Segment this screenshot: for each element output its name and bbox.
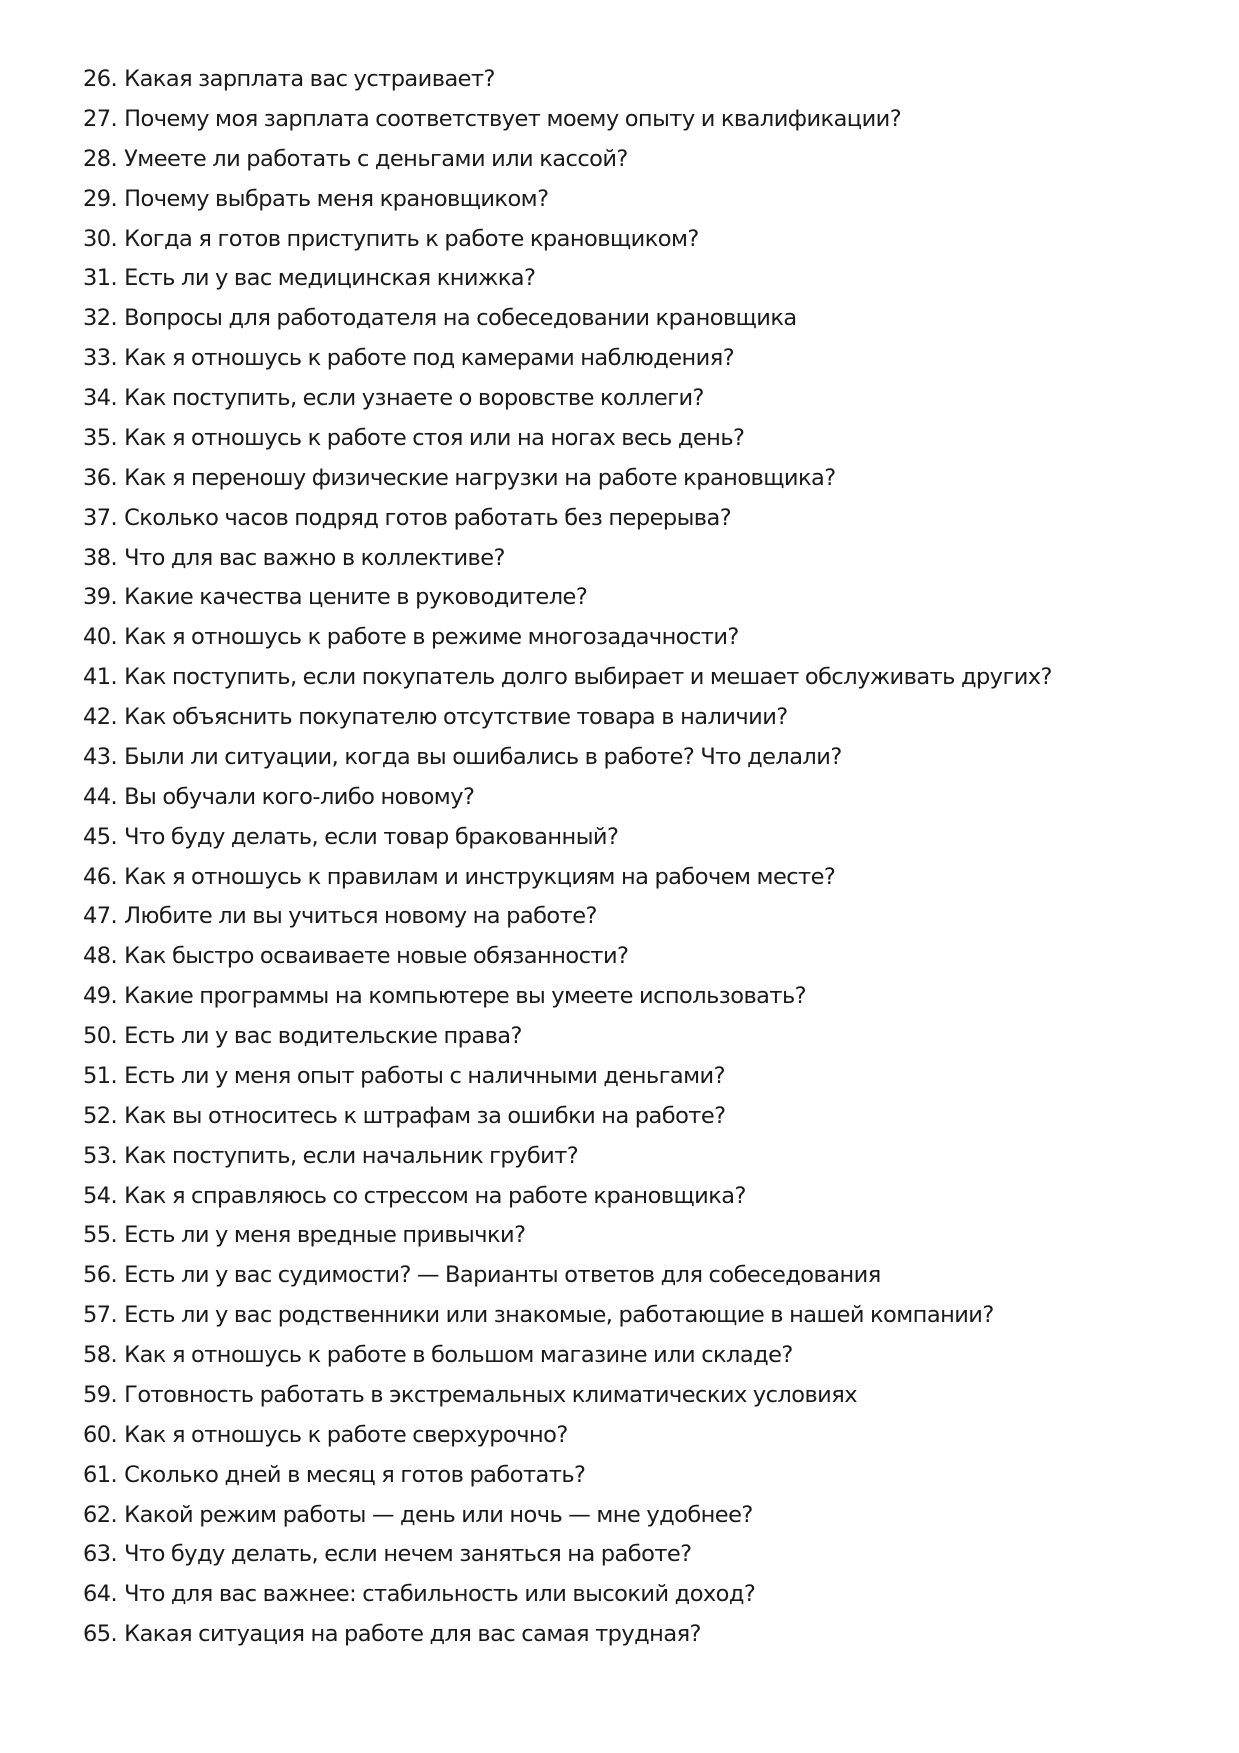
item-number: 56. [83, 1262, 118, 1289]
item-text: Как поступить, если узнаете о воровстве коллеги? [124, 385, 704, 411]
item-number: 59. [83, 1381, 118, 1408]
item-number: 46. [83, 863, 118, 890]
list-item [83, 539, 1183, 579]
list-item [83, 897, 1183, 937]
item-text: Сколько дней в месяц я готов работать? [124, 1461, 586, 1488]
item-text: Что для вас важно в коллективе? [124, 544, 505, 571]
item-number: 50. [83, 1023, 118, 1049]
item-text: Есть ли у меня опыт работы с наличными деньгами? [124, 1062, 725, 1089]
item-text: Есть ли у меня вредные привычки? [124, 1222, 526, 1249]
item-text: Есть ли у вас водительские права? [124, 1023, 522, 1049]
list-item [83, 738, 1183, 778]
item-text: Какая зарплата вас устраивает? [124, 66, 495, 92]
list-item [83, 1535, 1183, 1575]
item-text: Почему моя зарплата соответствует моему опыту и квалификации? [124, 105, 902, 132]
list-item [83, 778, 1183, 818]
list-item [83, 1177, 1183, 1217]
list-item [83, 140, 1183, 180]
item-number: 42. [83, 704, 118, 730]
item-number: 26. [83, 66, 118, 92]
list-item [83, 419, 1183, 459]
item-number: 64. [83, 1581, 118, 1608]
item-text: Умеете ли работать с деньгами или кассой? [124, 145, 628, 172]
list-item [83, 100, 1183, 140]
item-text: Как я отношусь к работе в большом магазине или складе? [124, 1342, 793, 1368]
list-item [83, 499, 1183, 539]
item-text: Как быстро осваиваете новые обязанности? [124, 943, 629, 970]
item-number: 48. [83, 943, 118, 970]
item-number: 28. [83, 145, 118, 172]
item-number: 54. [83, 1182, 118, 1209]
list-item [83, 1456, 1183, 1496]
list-item [83, 578, 1183, 618]
item-number: 58. [83, 1342, 118, 1368]
item-number: 62. [83, 1501, 118, 1528]
list-item [83, 459, 1183, 499]
item-number: 61. [83, 1461, 118, 1488]
item-number: 65. [83, 1621, 118, 1648]
list-item [83, 220, 1183, 260]
list-item [83, 1416, 1183, 1456]
list-item [83, 1137, 1183, 1177]
item-number: 45. [83, 823, 118, 850]
item-text: Сколько часов подряд готов работать без перерыва? [124, 504, 732, 531]
list-item [83, 1097, 1183, 1137]
item-text: Что для вас важнее: стабильность или высокий доход? [124, 1581, 756, 1608]
item-text: Почему выбрать меня крановщиком? [124, 185, 549, 212]
item-number: 44. [83, 783, 118, 810]
item-text: Как вы относитесь к штрафам за ошибки на работе? [124, 1102, 726, 1129]
item-text: Как я отношусь к работе стоя или на ногах весь день? [124, 424, 745, 451]
list-item [83, 379, 1183, 419]
item-text: Были ли ситуации, когда вы ошибались в работе? Что делали? [124, 743, 842, 770]
list-item [83, 1057, 1183, 1097]
item-text: Вопросы для работодателя на собеседовании крановщика [124, 305, 797, 332]
list-item [83, 1216, 1183, 1256]
list-item [83, 658, 1183, 698]
item-number: 33. [83, 345, 118, 372]
item-text: Как я отношусь к работе в режиме многозадачности? [124, 624, 739, 651]
list-item [83, 339, 1183, 379]
item-text: Какие качества цените в руководителе? [124, 584, 588, 611]
item-text: Как я отношусь к правилам и инструкциям на рабочем месте? [124, 863, 836, 890]
item-number: 53. [83, 1142, 118, 1169]
list-item [83, 618, 1183, 658]
list-item [83, 1017, 1183, 1057]
item-number: 41. [83, 664, 118, 691]
item-number: 57. [83, 1302, 118, 1329]
item-number: 38. [83, 544, 118, 571]
item-text: Готовность работать в экстремальных климатических условиях [124, 1381, 857, 1408]
item-number: 55. [83, 1222, 118, 1249]
item-number: 29. [83, 185, 118, 212]
item-text: Вы обучали кого-либо новому? [124, 783, 475, 810]
item-text: Как я отношусь к работе под камерами наблюдения? [124, 345, 735, 372]
item-text: Есть ли у вас судимости? — Варианты ответов для собеседования [124, 1262, 881, 1289]
item-number: 39. [83, 584, 118, 611]
item-text: Что буду делать, если нечем заняться на работе? [124, 1541, 692, 1568]
list-item [83, 60, 1183, 100]
item-number: 30. [83, 225, 118, 252]
item-text: Что буду делать, если товар бракованный? [124, 823, 619, 850]
list-item [83, 1296, 1183, 1336]
item-number: 35. [83, 424, 118, 451]
question-list [83, 60, 1183, 1655]
item-number: 40. [83, 624, 118, 651]
list-item [83, 1376, 1183, 1416]
item-text: Есть ли у вас родственники или знакомые, работающие в нашей компании? [124, 1302, 994, 1329]
item-number: 49. [83, 983, 118, 1010]
item-text: Какая ситуация на работе для вас самая трудная? [124, 1621, 701, 1648]
item-text: Когда я готов приступить к работе крановщиком? [124, 225, 699, 252]
item-number: 31. [83, 265, 118, 292]
item-text: Какой режим работы — день или ночь — мне удобнее? [124, 1501, 753, 1528]
list-item [83, 1496, 1183, 1536]
item-number: 63. [83, 1541, 118, 1568]
item-number: 47. [83, 903, 118, 930]
item-text: Любите ли вы учиться новому на работе? [124, 903, 597, 930]
item-number: 60. [83, 1421, 118, 1448]
list-item [83, 818, 1183, 858]
item-number: 32. [83, 305, 118, 332]
item-number: 37. [83, 504, 118, 531]
item-text: Как поступить, если начальник грубит? [124, 1142, 579, 1169]
item-number: 34. [83, 385, 118, 411]
item-text: Как поступить, если покупатель долго выбирает и мешает обслуживать других? [124, 664, 1052, 691]
item-text: Как я справляюсь со стрессом на работе крановщика? [124, 1182, 746, 1209]
item-text: Есть ли у вас медицинская книжка? [124, 265, 536, 292]
list-item [83, 698, 1183, 738]
list-item [83, 1336, 1183, 1376]
item-text: Какие программы на компьютере вы умеете использовать? [124, 983, 807, 1010]
item-number: 36. [83, 464, 118, 491]
list-item [83, 259, 1183, 299]
list-item [83, 1615, 1183, 1655]
list-item [83, 1575, 1183, 1615]
item-text: Как я переношу физические нагрузки на работе крановщика? [124, 464, 836, 491]
list-item [83, 180, 1183, 220]
item-number: 43. [83, 743, 118, 770]
list-item [83, 937, 1183, 977]
list-item [83, 299, 1183, 339]
list-item [83, 1256, 1183, 1296]
item-number: 51. [83, 1062, 118, 1089]
item-number: 52. [83, 1102, 118, 1129]
list-item [83, 977, 1183, 1017]
list-item [83, 858, 1183, 898]
item-text: Как я отношусь к работе сверхурочно? [124, 1421, 568, 1448]
item-number: 27. [83, 105, 118, 132]
item-text: Как объяснить покупателю отсутствие товара в наличии? [124, 704, 788, 730]
